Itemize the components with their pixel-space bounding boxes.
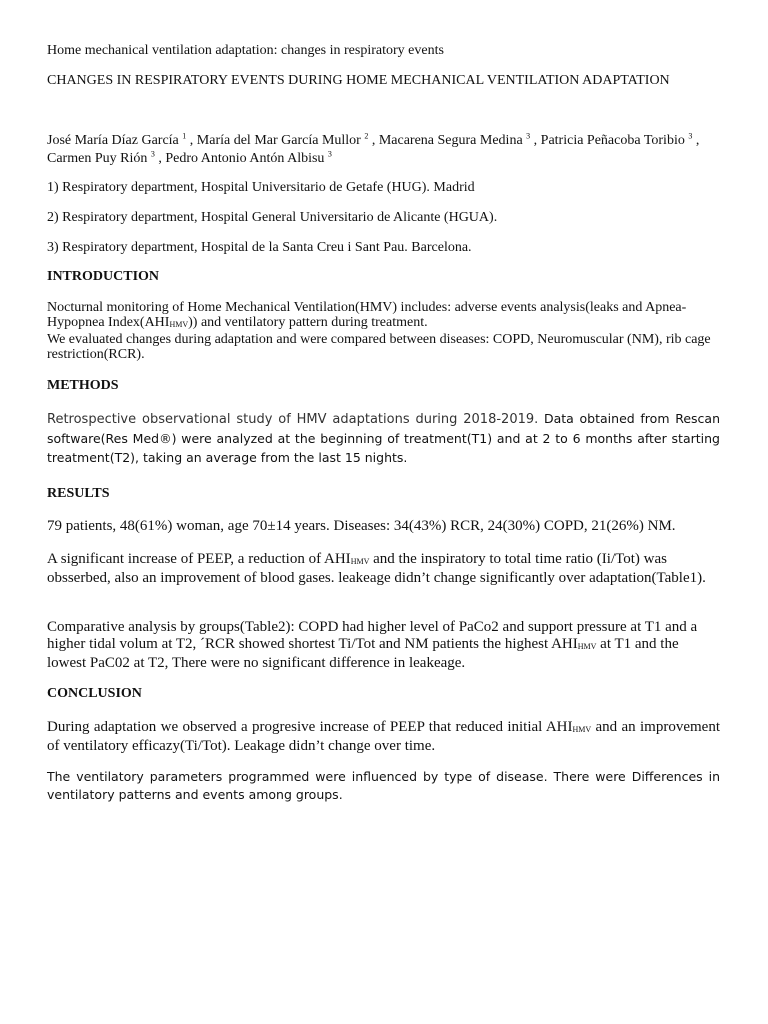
- introduction-heading: INTRODUCTION: [47, 269, 160, 284]
- author-affiliation-mark: 3: [150, 149, 155, 159]
- author: Pedro Antonio Antón Albisu: [165, 151, 325, 166]
- author-affiliation-mark: 2: [364, 131, 369, 141]
- author-affiliation-mark: 3: [327, 149, 332, 159]
- methods-heading: METHODS: [47, 378, 119, 393]
- affiliation-1: 1) Respiratory department, Hospital Universitario de Getafe (HUG). Madrid: [47, 180, 475, 195]
- conclusion-paragraph-1: During adaptation we observed a progresive increase of PEEP that reduced initial AHIHMV and an improvement of ventilatory efficazy(Ti/Tot). Leakage didn’t change over time.: [47, 719, 720, 754]
- conclusion-heading: CONCLUSION: [47, 686, 142, 701]
- document-title: CHANGES IN RESPIRATORY EVENTS DURING HOME MECHANICAL VENTILATION ADAPTATION: [47, 73, 670, 88]
- introduction-text: Nocturnal monitoring of Home Mechanical Ventilation(HMV) includes: adverse events analysis(leaks and Apnea-Hypopnea Index(AHIHMV)) and ventilatory pattern during treatment. We evaluated changes during adaptation and were compared between diseases: COPD, Neuromuscular (NM), rib cage restriction(RCR).: [47, 300, 711, 362]
- affiliation-2: 2) Respiratory department, Hospital General Universitario de Alicante (HGUA).: [47, 210, 498, 225]
- results-paragraph-2: A significant increase of PEEP, a reduction of AHIHMV and the inspiratory to total time ratio (Ii/Tot) was obsserbed, also an improvement of blood gases. leakeage didn’t change significantly over adaptation(Table1).: [47, 551, 706, 586]
- author-affiliation-mark: 3: [688, 131, 693, 141]
- results-paragraph-3: Comparative analysis by groups(Table2): COPD had higher level of PaCo2 and support pressure at T1 and a higher tidal volum at T2, ´RCR showed shortest Ti/Tot and NM patients the highest AHIHMV at T1 and the lowest PaC02 at T2, There were no significant difference in leakeage.: [47, 619, 698, 671]
- author: José María Díaz García: [47, 133, 179, 148]
- author-list: José María Díaz García $^1$ , María del Mar García Mullor $^2$ , Macarena Segura Medina $^3$ , Patricia Peñacoba Toribio $^3$ , Carmen Puy Rión $^3$ , Pedro Antonio Antón Albisu $^3$: [47, 131, 700, 166]
- author: Patricia Peñacoba Toribio: [540, 133, 685, 148]
- short-title: Home mechanical ventilation adaptation: changes in respiratory events: [47, 43, 444, 58]
- author: María del Mar García Mullor: [196, 133, 361, 148]
- affiliation-3: 3) Respiratory department, Hospital de la Santa Creu i Sant Pau. Barcelona.: [47, 240, 472, 255]
- results-heading: RESULTS: [47, 486, 110, 501]
- subscript-hmv: HMV: [350, 557, 370, 566]
- author: Macarena Segura Medina: [378, 133, 523, 148]
- subscript-hmv: HMV: [572, 725, 592, 734]
- methods-text: Retrospective observational study of HMV adaptations during 2018-2019. Data obtained from Rescan software(Res Med®) were analyzed at the beginning of treatment(T1) and at 2 to 6 months after starting treatment(T2), taking an average from the last 15 nights.: [47, 411, 720, 465]
- subscript-hmv: HMV: [577, 642, 597, 651]
- results-paragraph-1: 79 patients, 48(61%) woman, age 70±14 years. Diseases: 34(43%) RCR, 24(30%) COPD, 21(26%) NM.: [47, 518, 676, 534]
- author-affiliation-mark: 3: [526, 131, 531, 141]
- author: Carmen Puy Rión: [47, 151, 148, 166]
- subscript-hmv: HMV: [169, 320, 189, 329]
- author-affiliation-mark: 1: [182, 131, 187, 141]
- conclusion-paragraph-2: The ventilatory parameters programmed were influenced by type of disease. There were Differences in ventilatory patterns and events among groups.: [47, 769, 720, 802]
